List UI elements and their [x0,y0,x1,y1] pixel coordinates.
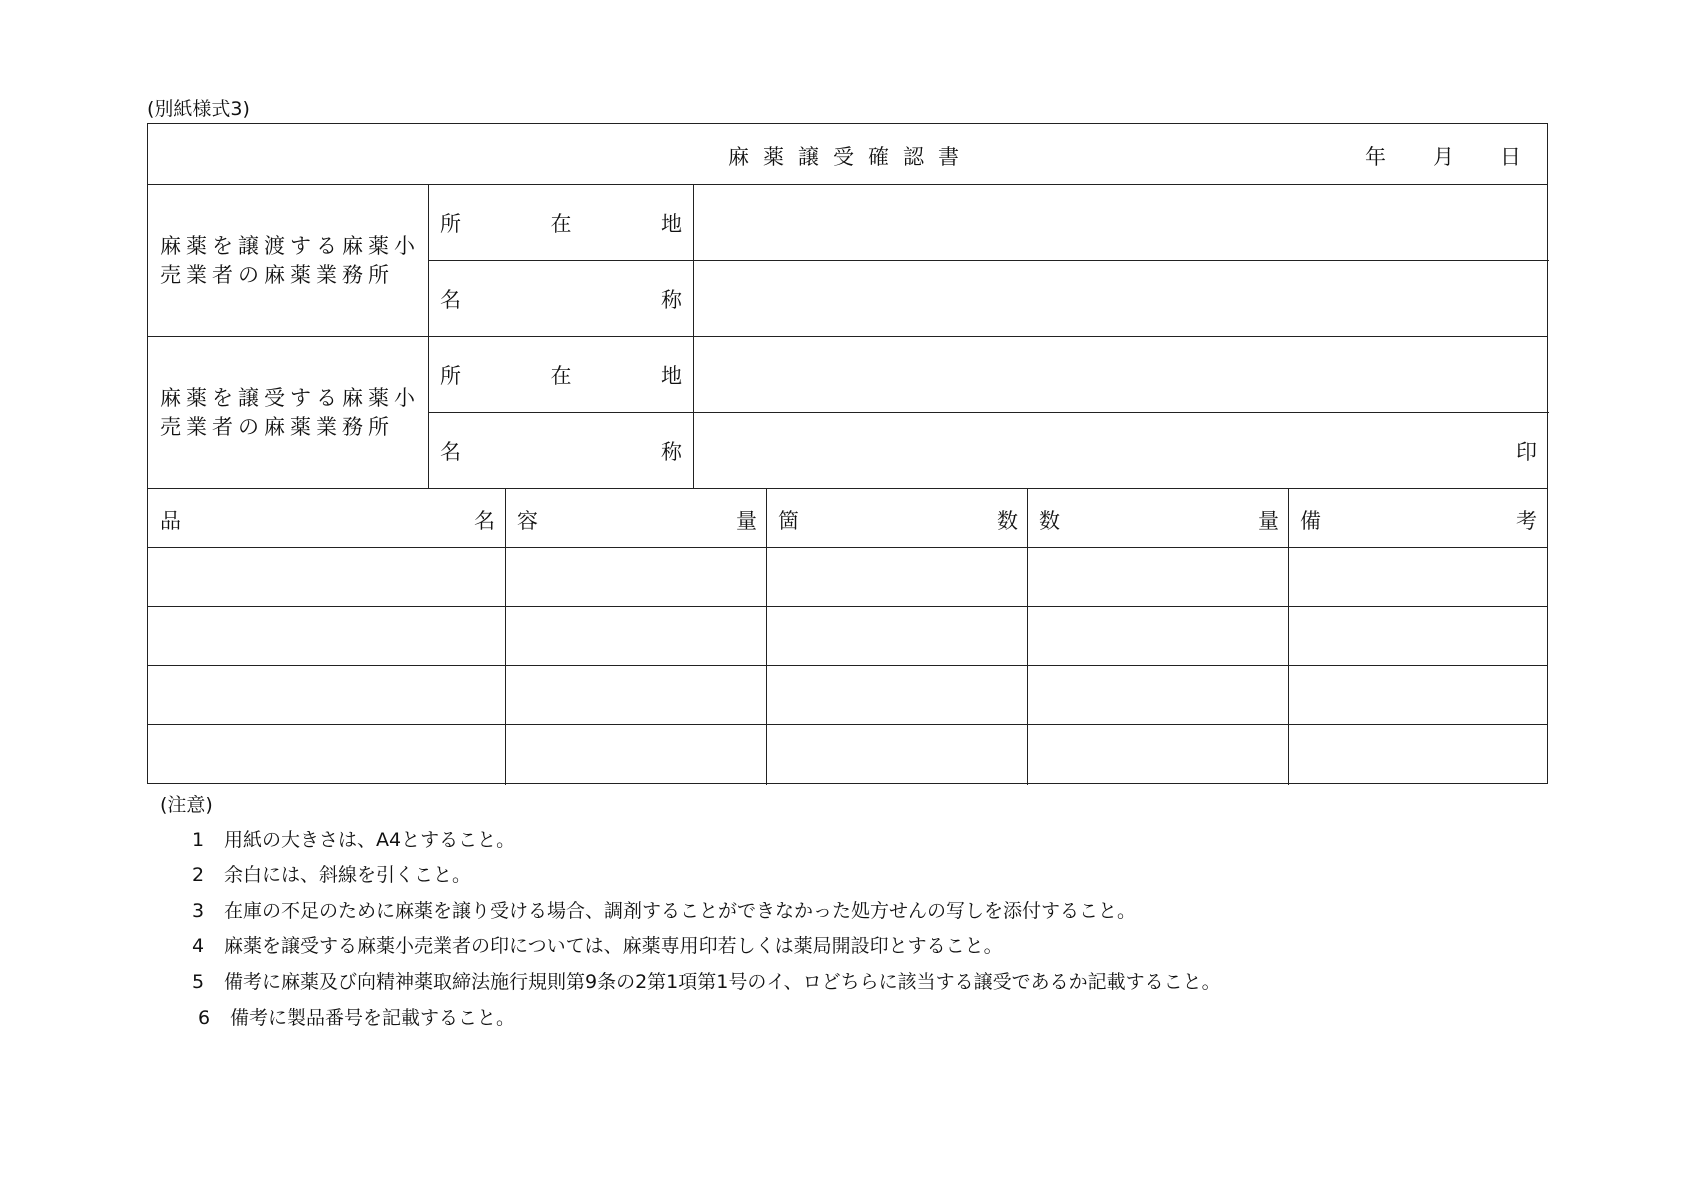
seal-mark: 印 [1516,440,1537,464]
note-item: 2 余白には、斜線を引くこと。 [192,864,472,886]
divider-sender-receiver [148,336,1547,337]
items-row-divider [148,606,1547,607]
receiver-address-label: 所 在 地 [440,364,682,388]
notes-title: (注意) [160,794,213,816]
divider-label-column [428,184,429,488]
note-item: 6 備考に製品番号を記載すること。 [198,1007,516,1029]
items-row-divider [148,665,1547,666]
date-month-label: 月 [1433,145,1454,169]
divider-sender-inner [428,260,1549,261]
divider-receiver-items [148,488,1547,489]
receiver-office-label: 麻薬を譲受する麻薬小売業者の麻薬業務所 [160,386,420,439]
note-item: 3 在庫の不足のために麻薬を譲り受ける場合、調剤することができなかった処方せんの写しを添付すること。 [192,900,1137,922]
items-row-divider [148,724,1547,725]
header-package-count: 箇 数 [778,509,1018,533]
document-title: 麻薬譲受確認書 [728,145,973,169]
sender-address-label: 所 在 地 [440,212,682,236]
header-quantity: 数 量 [1039,509,1279,533]
receiver-name-label: 名 称 [440,440,682,464]
sender-name-label: 名 称 [440,288,682,312]
items-column-divider [766,488,767,785]
note-item: 5 備考に麻薬及び向精神薬取締法施行規則第9条の2第1項第1号のイ、ロどちらに該当する譲受であるか記載すること。 [192,971,1221,993]
title-row [148,124,1547,185]
header-product-name: 品 名 [160,509,495,533]
items-column-divider [1027,488,1028,785]
note-item: 4 麻薬を譲受する麻薬小売業者の印については、麻薬専用印若しくは薬局開設印とすること。 [192,935,1003,957]
header-remarks: 備 考 [1300,509,1537,533]
date-year-label: 年 [1365,145,1386,169]
items-header-divider [148,547,1547,548]
form-reference: (別紙様式3) [147,98,250,120]
sender-office-label: 麻薬を譲渡する麻薬小売業者の麻薬業務所 [160,234,420,287]
items-column-divider [505,488,506,785]
items-column-divider [1288,488,1289,785]
divider-receiver-inner [428,412,1549,413]
note-item: 1 用紙の大きさは、A4とすること。 [192,829,516,851]
date-day-label: 日 [1500,145,1521,169]
header-volume: 容 量 [517,509,757,533]
confirmation-form [147,123,1548,784]
divider-value-column [693,184,694,488]
